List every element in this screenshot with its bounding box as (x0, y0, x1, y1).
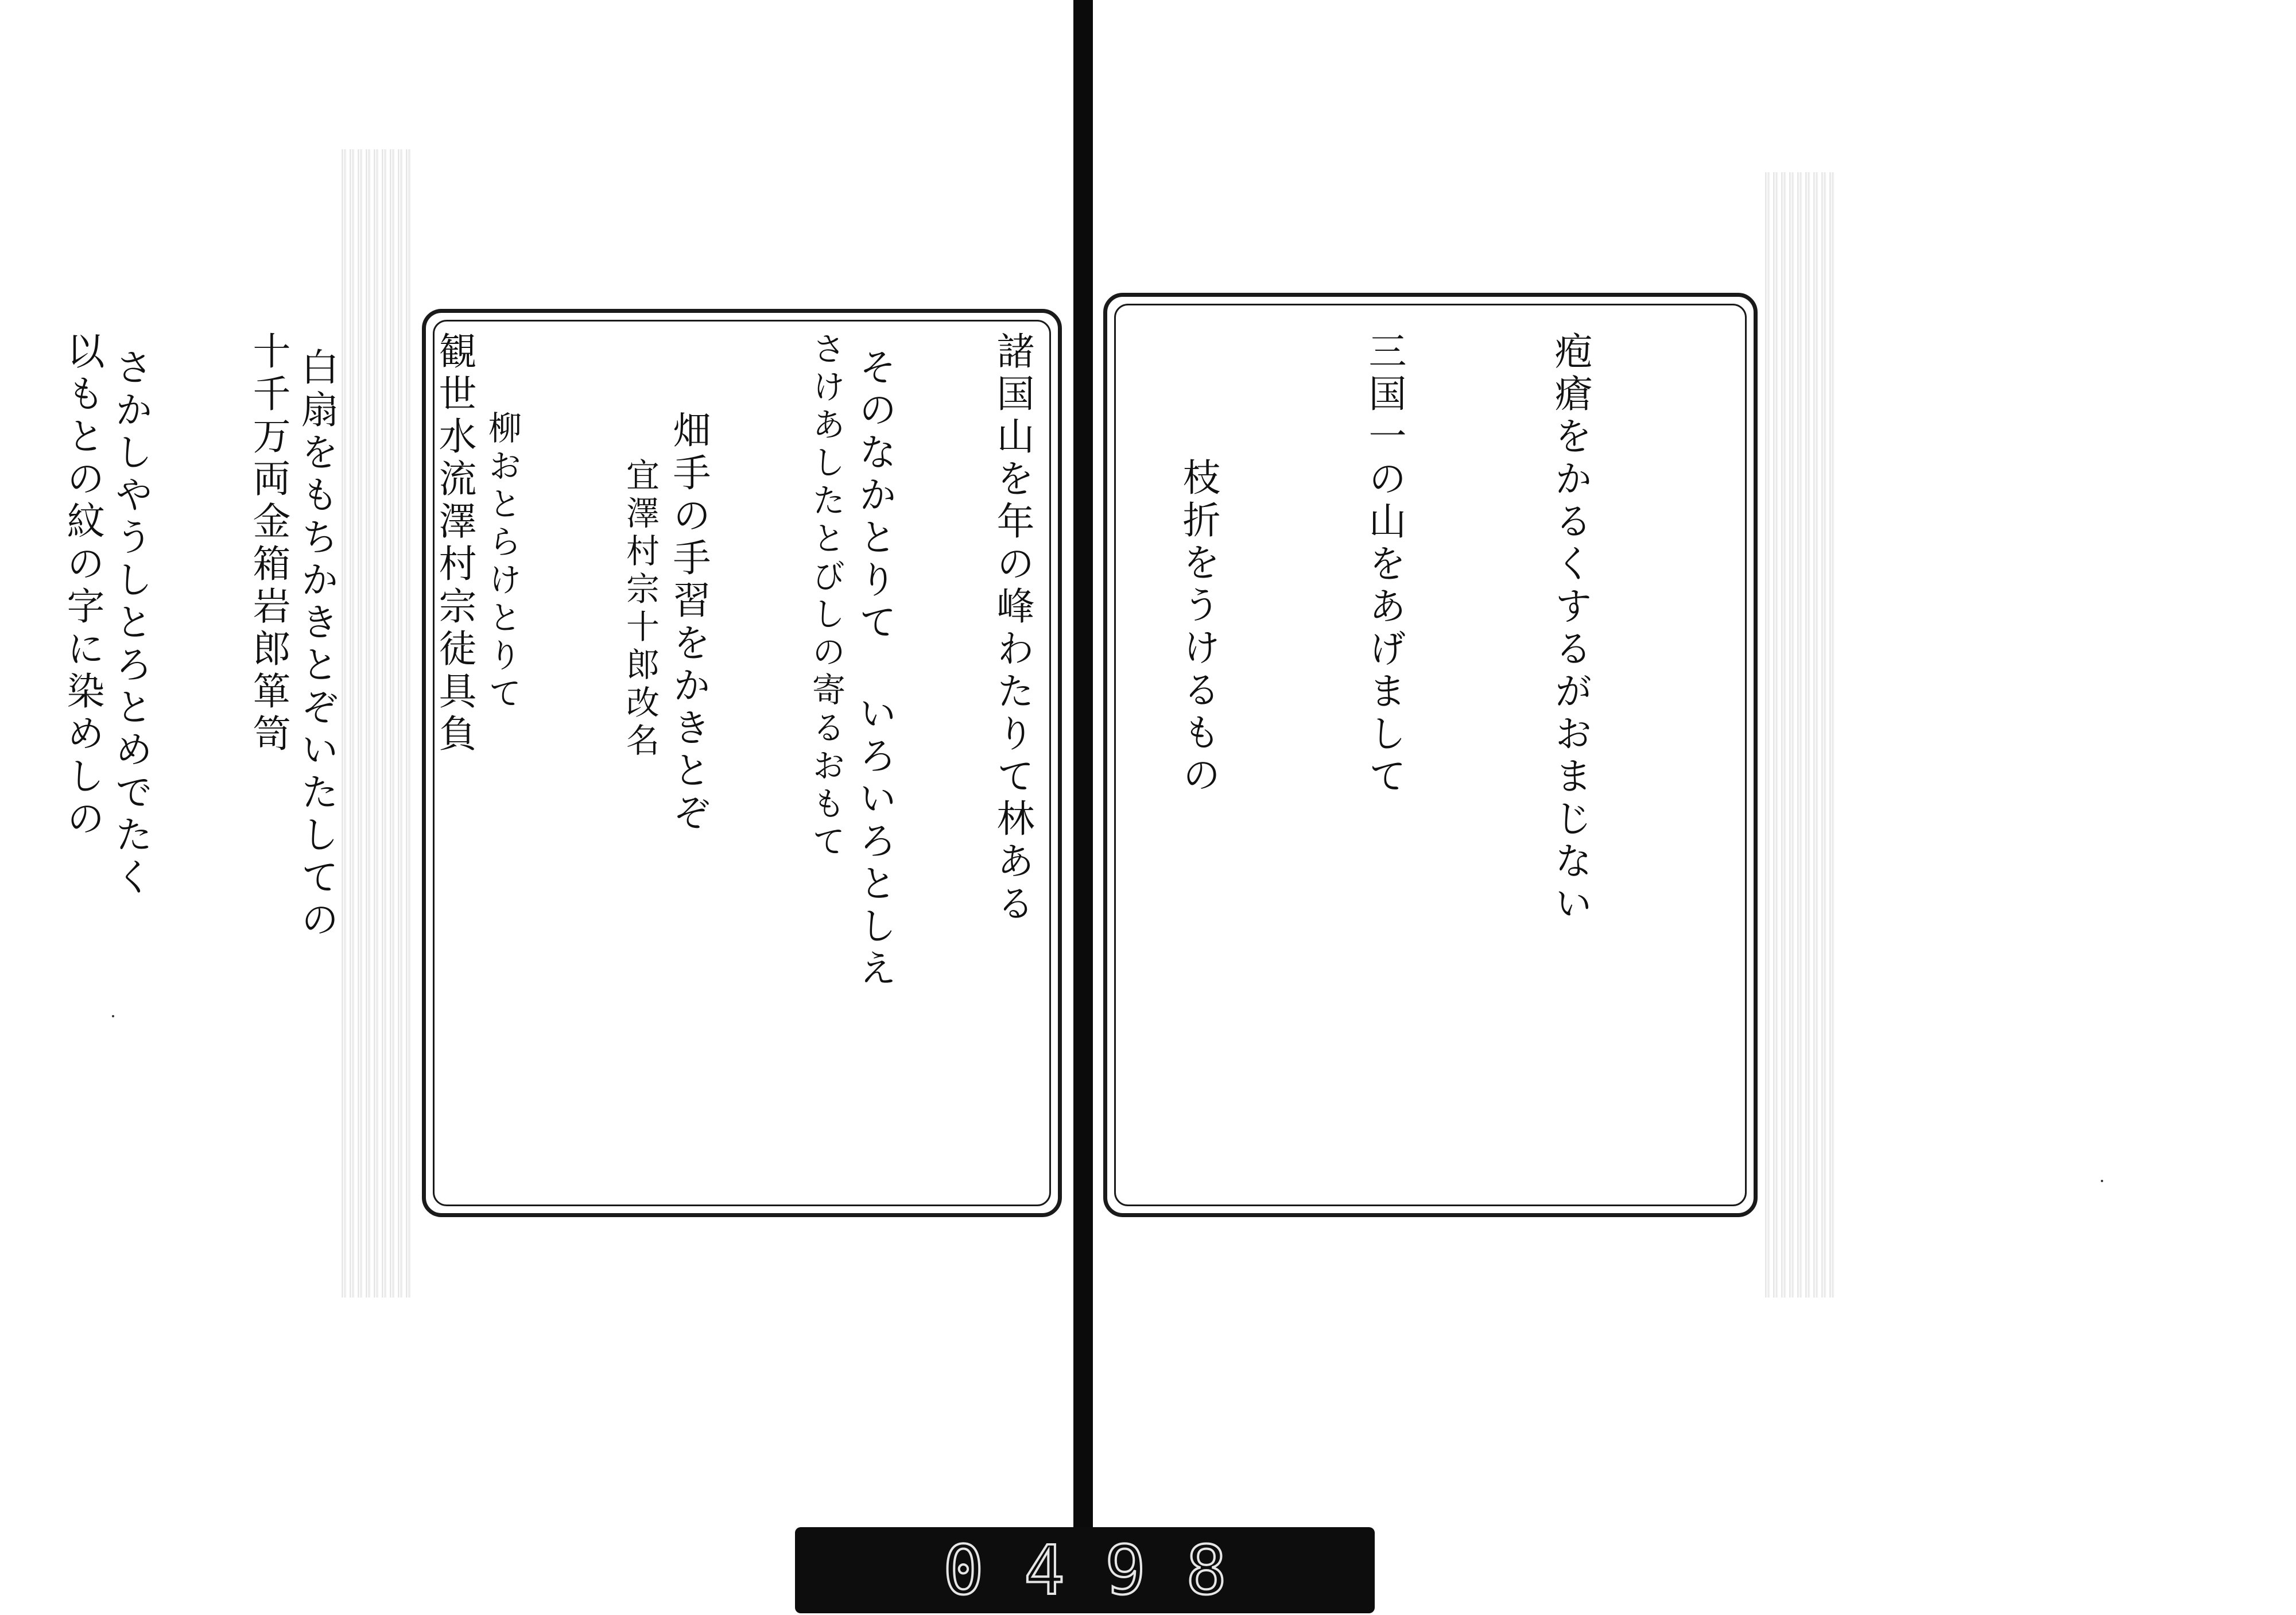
right-col-6: 宜澤村宗十郎改名 (620, 458, 660, 761)
right-col-1: 疱瘡をかるくするがおまじない (1548, 331, 1592, 926)
right-col-9: 以もとの紋の字に染めしの (60, 331, 104, 841)
left-col-1: そのなかとりて いろいろとしえ (852, 347, 897, 991)
reel-frame-number: 0498 (943, 1531, 1267, 1610)
left-col-5: さかしやうしとろとめでたく (108, 347, 153, 900)
right-col-5: さけあしたとびしの寄るおもて (806, 331, 846, 862)
scan-speck (2101, 1180, 2103, 1182)
left-col-3: 柳おとらけとりて (483, 410, 522, 714)
right-col-7: 観世水流澤村宗徒具負 (432, 331, 476, 756)
right-page-edge (1762, 172, 1837, 1298)
left-col-2: 畑手の手習をかきとぞ (666, 410, 711, 835)
reel-frame-label (795, 1527, 1375, 1613)
scan-speck (112, 1015, 114, 1017)
right-col-2: 三国一の山をあげまして (1362, 331, 1406, 799)
right-col-8: 十千万両金箱岩郎箪笥 (246, 331, 290, 756)
left-col-4: 白扇をもちかきとぞいたしての (294, 347, 339, 942)
right-col-4: 諸国山を年の峰わたりて林ある (990, 331, 1034, 926)
right-col-3: 枝折をうけるもの (1176, 458, 1220, 797)
